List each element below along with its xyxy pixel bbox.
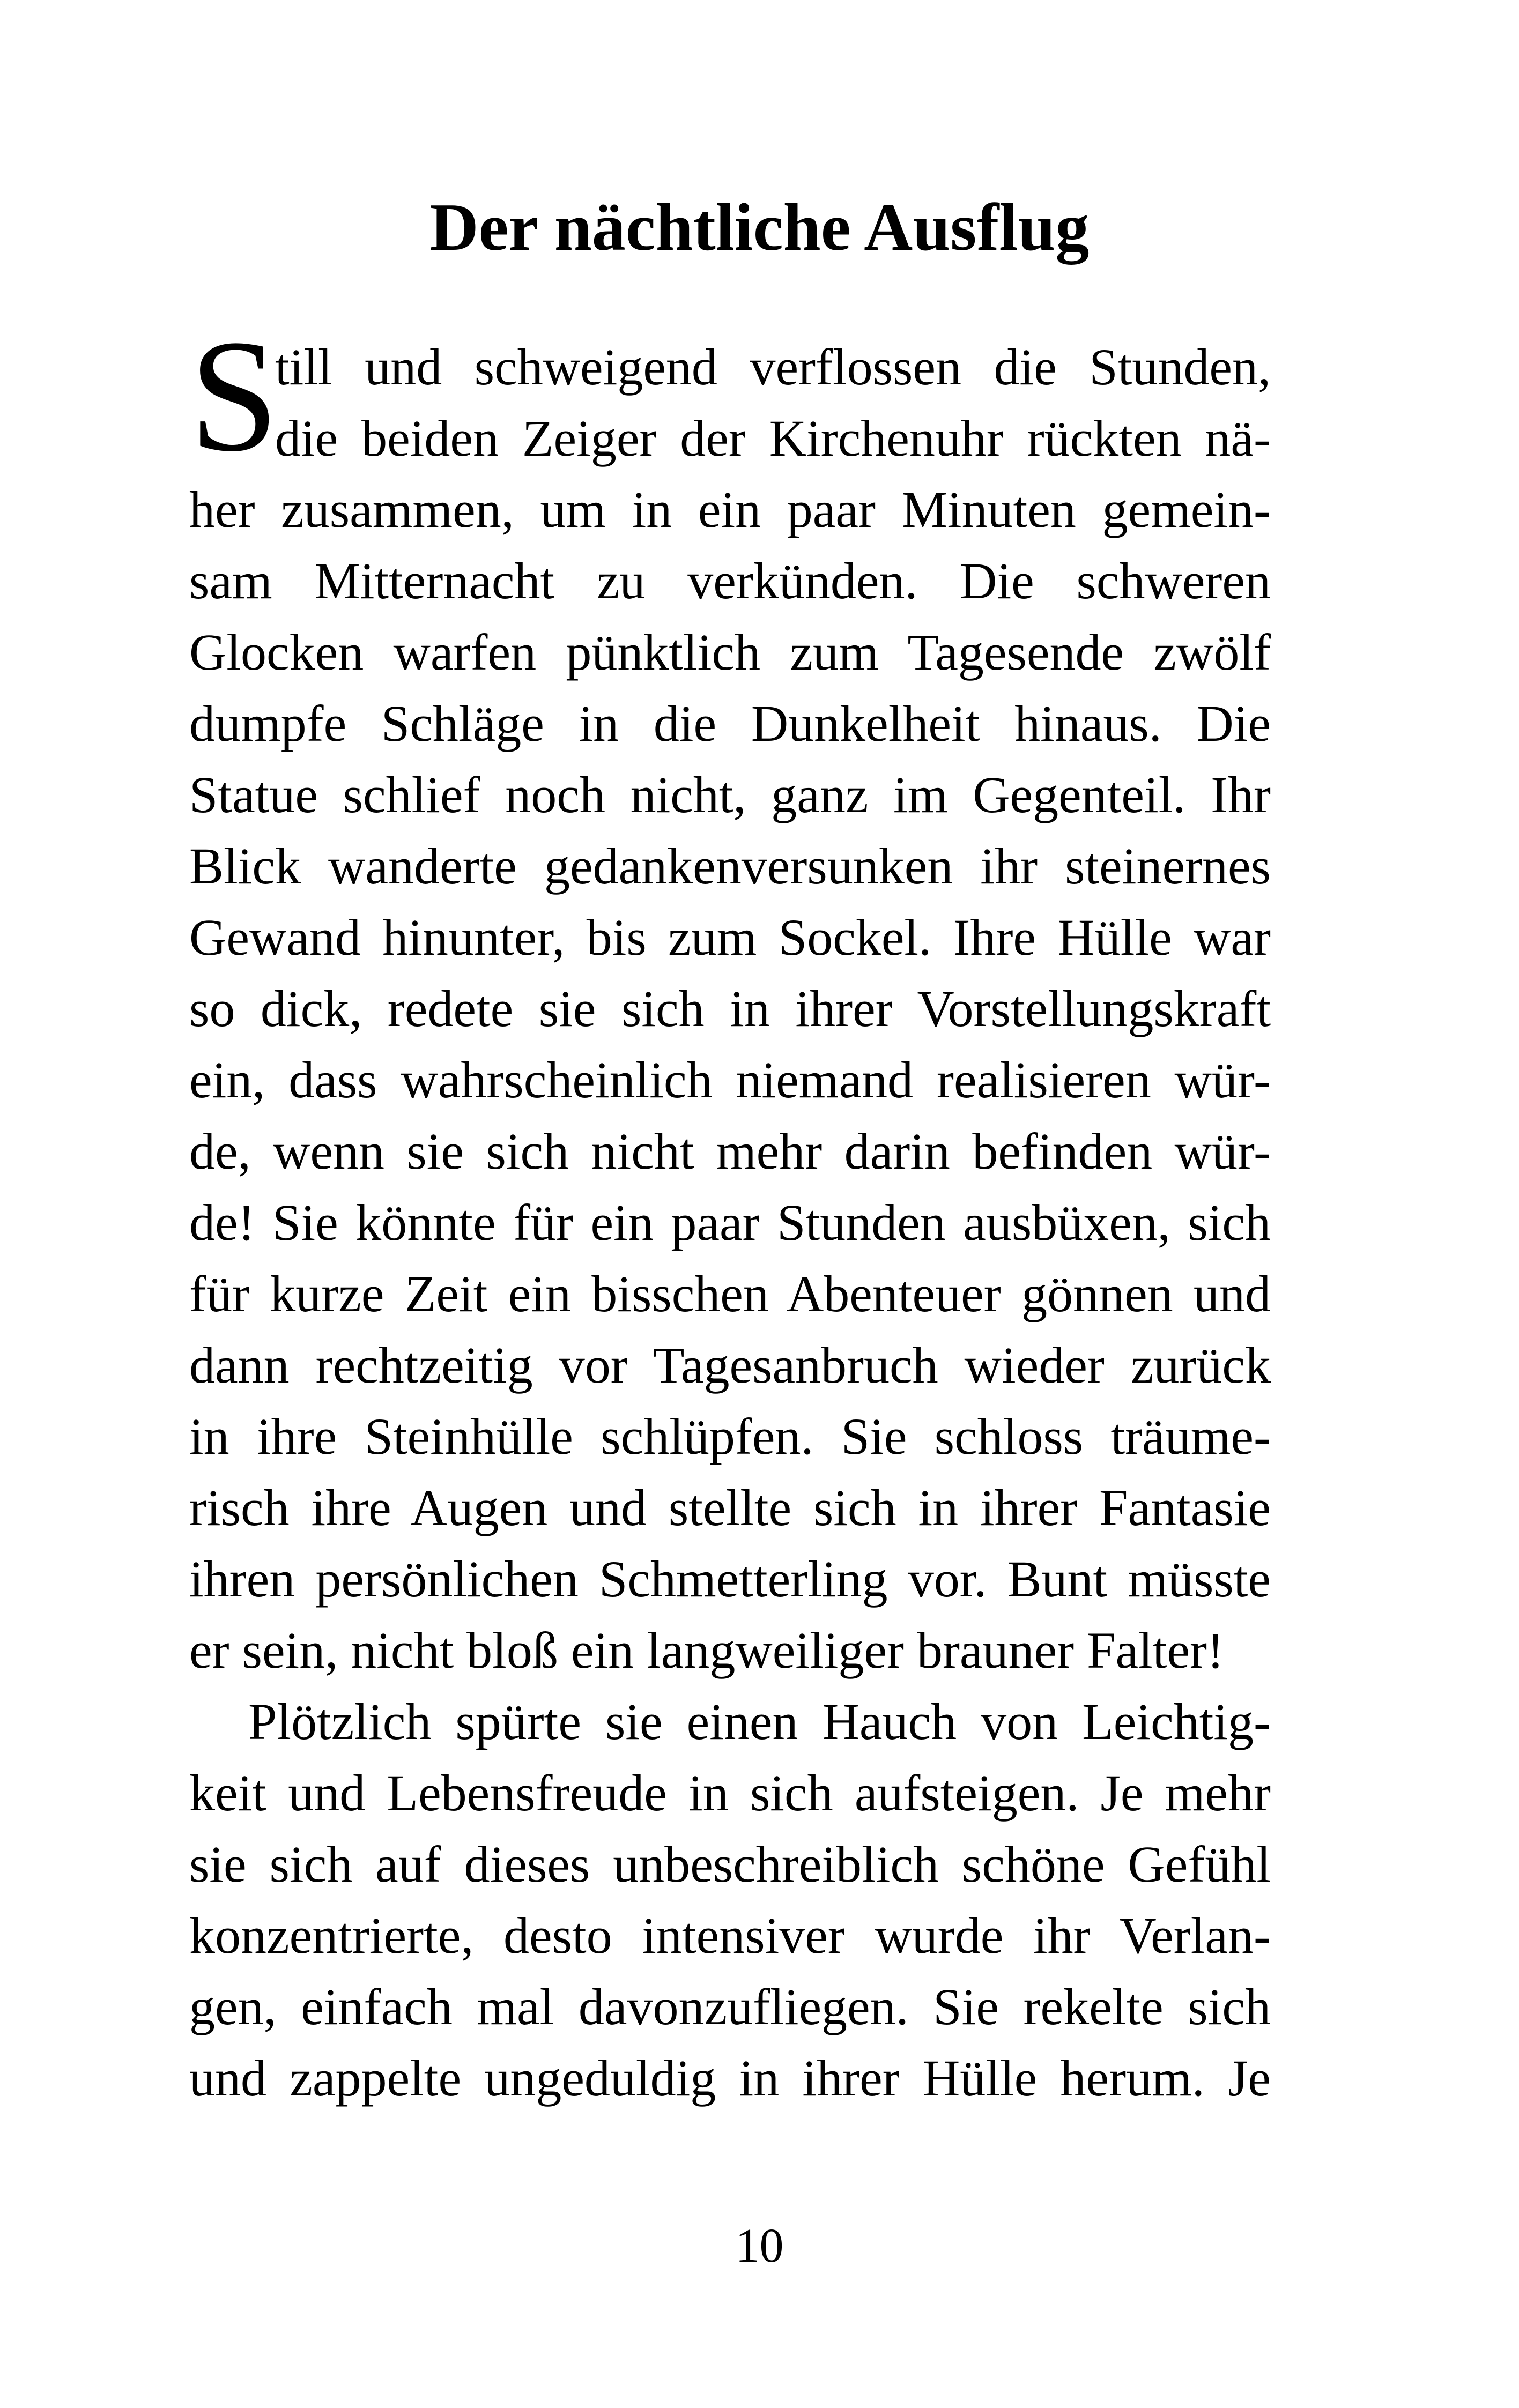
text-line: keit und Lebensfreude in sich aufsteigen. Je mehr <box>189 1764 1271 1822</box>
text-line: Plötzlich spürte sie einen Hauch von Leichtig- <box>248 1693 1271 1750</box>
paragraph <box>189 1686 1271 2114</box>
text-line: her zusammen, um in ein paar Minuten gemein- <box>189 481 1271 538</box>
text-line: für kurze Zeit ein bisschen Abenteuer gönnen und <box>189 1265 1271 1322</box>
text-line: ein, dass wahrscheinlich niemand realisieren wür- <box>189 1051 1271 1109</box>
text-line: und zappelte ungeduldig in ihrer Hülle herum. Je <box>189 2049 1271 2107</box>
text-line: dumpfe Schläge in die Dunkelheit hinaus. Die <box>189 695 1271 752</box>
text-line: gen, einfach mal davonzufliegen. Sie rekelte sich <box>189 1978 1271 2035</box>
text-line: de, wenn sie sich nicht mehr darin befinden wür- <box>189 1123 1271 1180</box>
text-line: Glocken warfen pünktlich zum Tagesende zwölf <box>189 623 1271 681</box>
text-line: konzentrierte, desto intensiver wurde ihr Verlan- <box>189 1907 1271 1964</box>
text-line: in ihre Steinhülle schlüpfen. Sie schloss träume- <box>189 1408 1271 1465</box>
text-line: till und schweigend verflossen die Stunden, <box>275 338 1271 396</box>
text-line: risch ihre Augen und stellte sich in ihrer Fantasie <box>189 1479 1271 1536</box>
page-number: 10 <box>735 2219 784 2272</box>
text-line: dann rechtzeitig vor Tagesanbruch wieder zurück <box>189 1336 1271 1394</box>
text-line: die beiden Zeiger der Kirchenuhr rückten nä- <box>275 410 1271 467</box>
text-line: Gewand hinunter, bis zum Sockel. Ihre Hülle war <box>189 909 1271 966</box>
text-line: er sein, nicht bloß ein langweiliger brauner Falter! <box>189 1622 1224 1679</box>
text-line: ihren persönlichen Schmetterling vor. Bunt müsste <box>189 1550 1271 1608</box>
drop-cap: S <box>189 307 279 485</box>
paragraph <box>189 307 1271 1686</box>
text-line: sam Mitternacht zu verkünden. Die schweren <box>189 552 1271 610</box>
text-line: de! Sie könnte für ein paar Stunden ausbüxen, sich <box>189 1194 1271 1251</box>
text-line: sie sich auf dieses unbeschreiblich schöne Gefühl <box>189 1835 1271 1893</box>
chapter-title: Der nächtliche Ausflug <box>429 190 1090 265</box>
text-line: so dick, redete sie sich in ihrer Vorstellungskraft <box>189 980 1271 1037</box>
body-text <box>189 307 1271 2114</box>
text-line: Blick wanderte gedankenversunken ihr steinernes <box>189 837 1271 895</box>
text-line: Statue schlief noch nicht, ganz im Gegenteil. Ihr <box>189 766 1271 823</box>
